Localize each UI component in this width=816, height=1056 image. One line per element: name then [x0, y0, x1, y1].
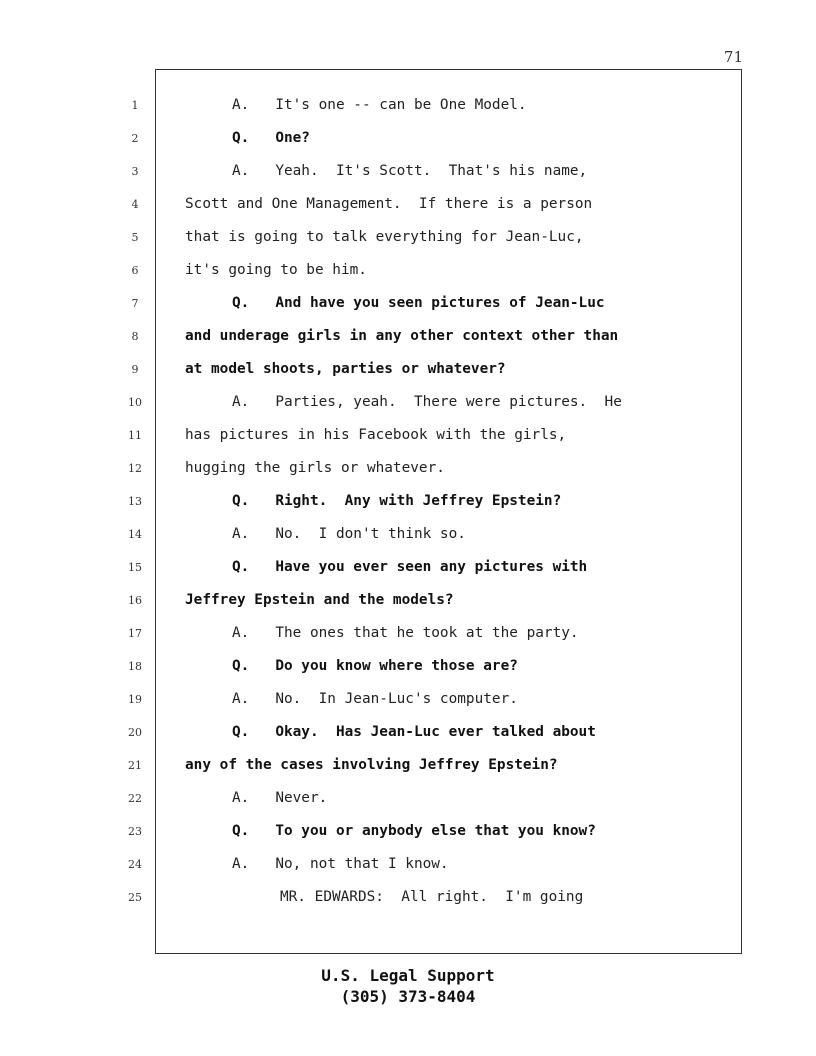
transcript-line: Q. To you or anybody else that you know?	[232, 823, 596, 839]
transcript-line: Q. Okay. Has Jean-Luc ever talked about	[232, 724, 596, 740]
line-number: 1	[131, 99, 139, 112]
line-number: 21	[128, 759, 142, 772]
line-number: 17	[128, 627, 142, 640]
footer-company: U.S. Legal Support	[321, 966, 495, 985]
transcript-line: MR. EDWARDS: All right. I'm going	[280, 889, 584, 905]
line-number: 22	[128, 792, 142, 805]
transcript-line: Q. Right. Any with Jeffrey Epstein?	[232, 493, 562, 509]
line-number: 13	[128, 495, 142, 508]
line-number: 2	[131, 132, 139, 145]
transcript-line: that is going to talk everything for Jean-Luc,	[185, 229, 584, 245]
transcript-line: A. The ones that he took at the party.	[232, 625, 579, 641]
line-number: 8	[131, 330, 139, 343]
line-number: 12	[128, 462, 142, 475]
transcript-line: A. It's one -- can be One Model.	[232, 97, 527, 113]
line-number: 18	[128, 660, 142, 673]
transcript-line: and underage girls in any other context other than	[185, 328, 619, 344]
page-number: 71	[723, 48, 743, 66]
transcript-line: A. No, not that I know.	[232, 856, 449, 872]
transcript-line: it's going to be him.	[185, 262, 367, 278]
transcript-line: A. Parties, yeah. There were pictures. He	[232, 394, 622, 410]
line-number: 10	[128, 396, 142, 409]
line-number: 20	[128, 726, 142, 739]
line-number: 19	[128, 693, 142, 706]
line-number: 15	[128, 561, 142, 574]
transcript-line: Q. Have you ever seen any pictures with	[232, 559, 588, 575]
transcript-line: A. Never.	[232, 790, 328, 806]
transcript-line: Q. One?	[232, 130, 310, 146]
line-number: 24	[128, 858, 142, 871]
line-number: 9	[131, 363, 139, 376]
line-number: 16	[128, 594, 142, 607]
transcript-line: any of the cases involving Jeffrey Epstein?	[185, 757, 558, 773]
line-number: 11	[128, 429, 142, 442]
transcript-line: Q. And have you seen pictures of Jean-Luc	[232, 295, 605, 311]
line-number: 14	[128, 528, 142, 541]
line-number: 3	[131, 165, 139, 178]
transcript-line: A. Yeah. It's Scott. That's his name,	[232, 163, 588, 179]
footer-phone: (305) 373-8404	[340, 987, 476, 1006]
line-number: 25	[128, 891, 142, 904]
transcript-line: has pictures in his Facebook with the girls,	[185, 427, 567, 443]
transcript-line: Scott and One Management. If there is a person	[185, 196, 593, 212]
line-number: 4	[131, 198, 139, 211]
transcript-line: Jeffrey Epstein and the models?	[185, 592, 454, 608]
line-number: 5	[131, 231, 139, 244]
line-number: 6	[131, 264, 139, 277]
transcript-line: at model shoots, parties or whatever?	[185, 361, 506, 377]
transcript-line: hugging the girls or whatever.	[185, 460, 445, 476]
transcript-line: A. No. In Jean-Luc's computer.	[232, 691, 518, 707]
transcript-line: Q. Do you know where those are?	[232, 658, 518, 674]
line-number: 7	[131, 297, 139, 310]
line-number: 23	[128, 825, 142, 838]
transcript-line: A. No. I don't think so.	[232, 526, 466, 542]
